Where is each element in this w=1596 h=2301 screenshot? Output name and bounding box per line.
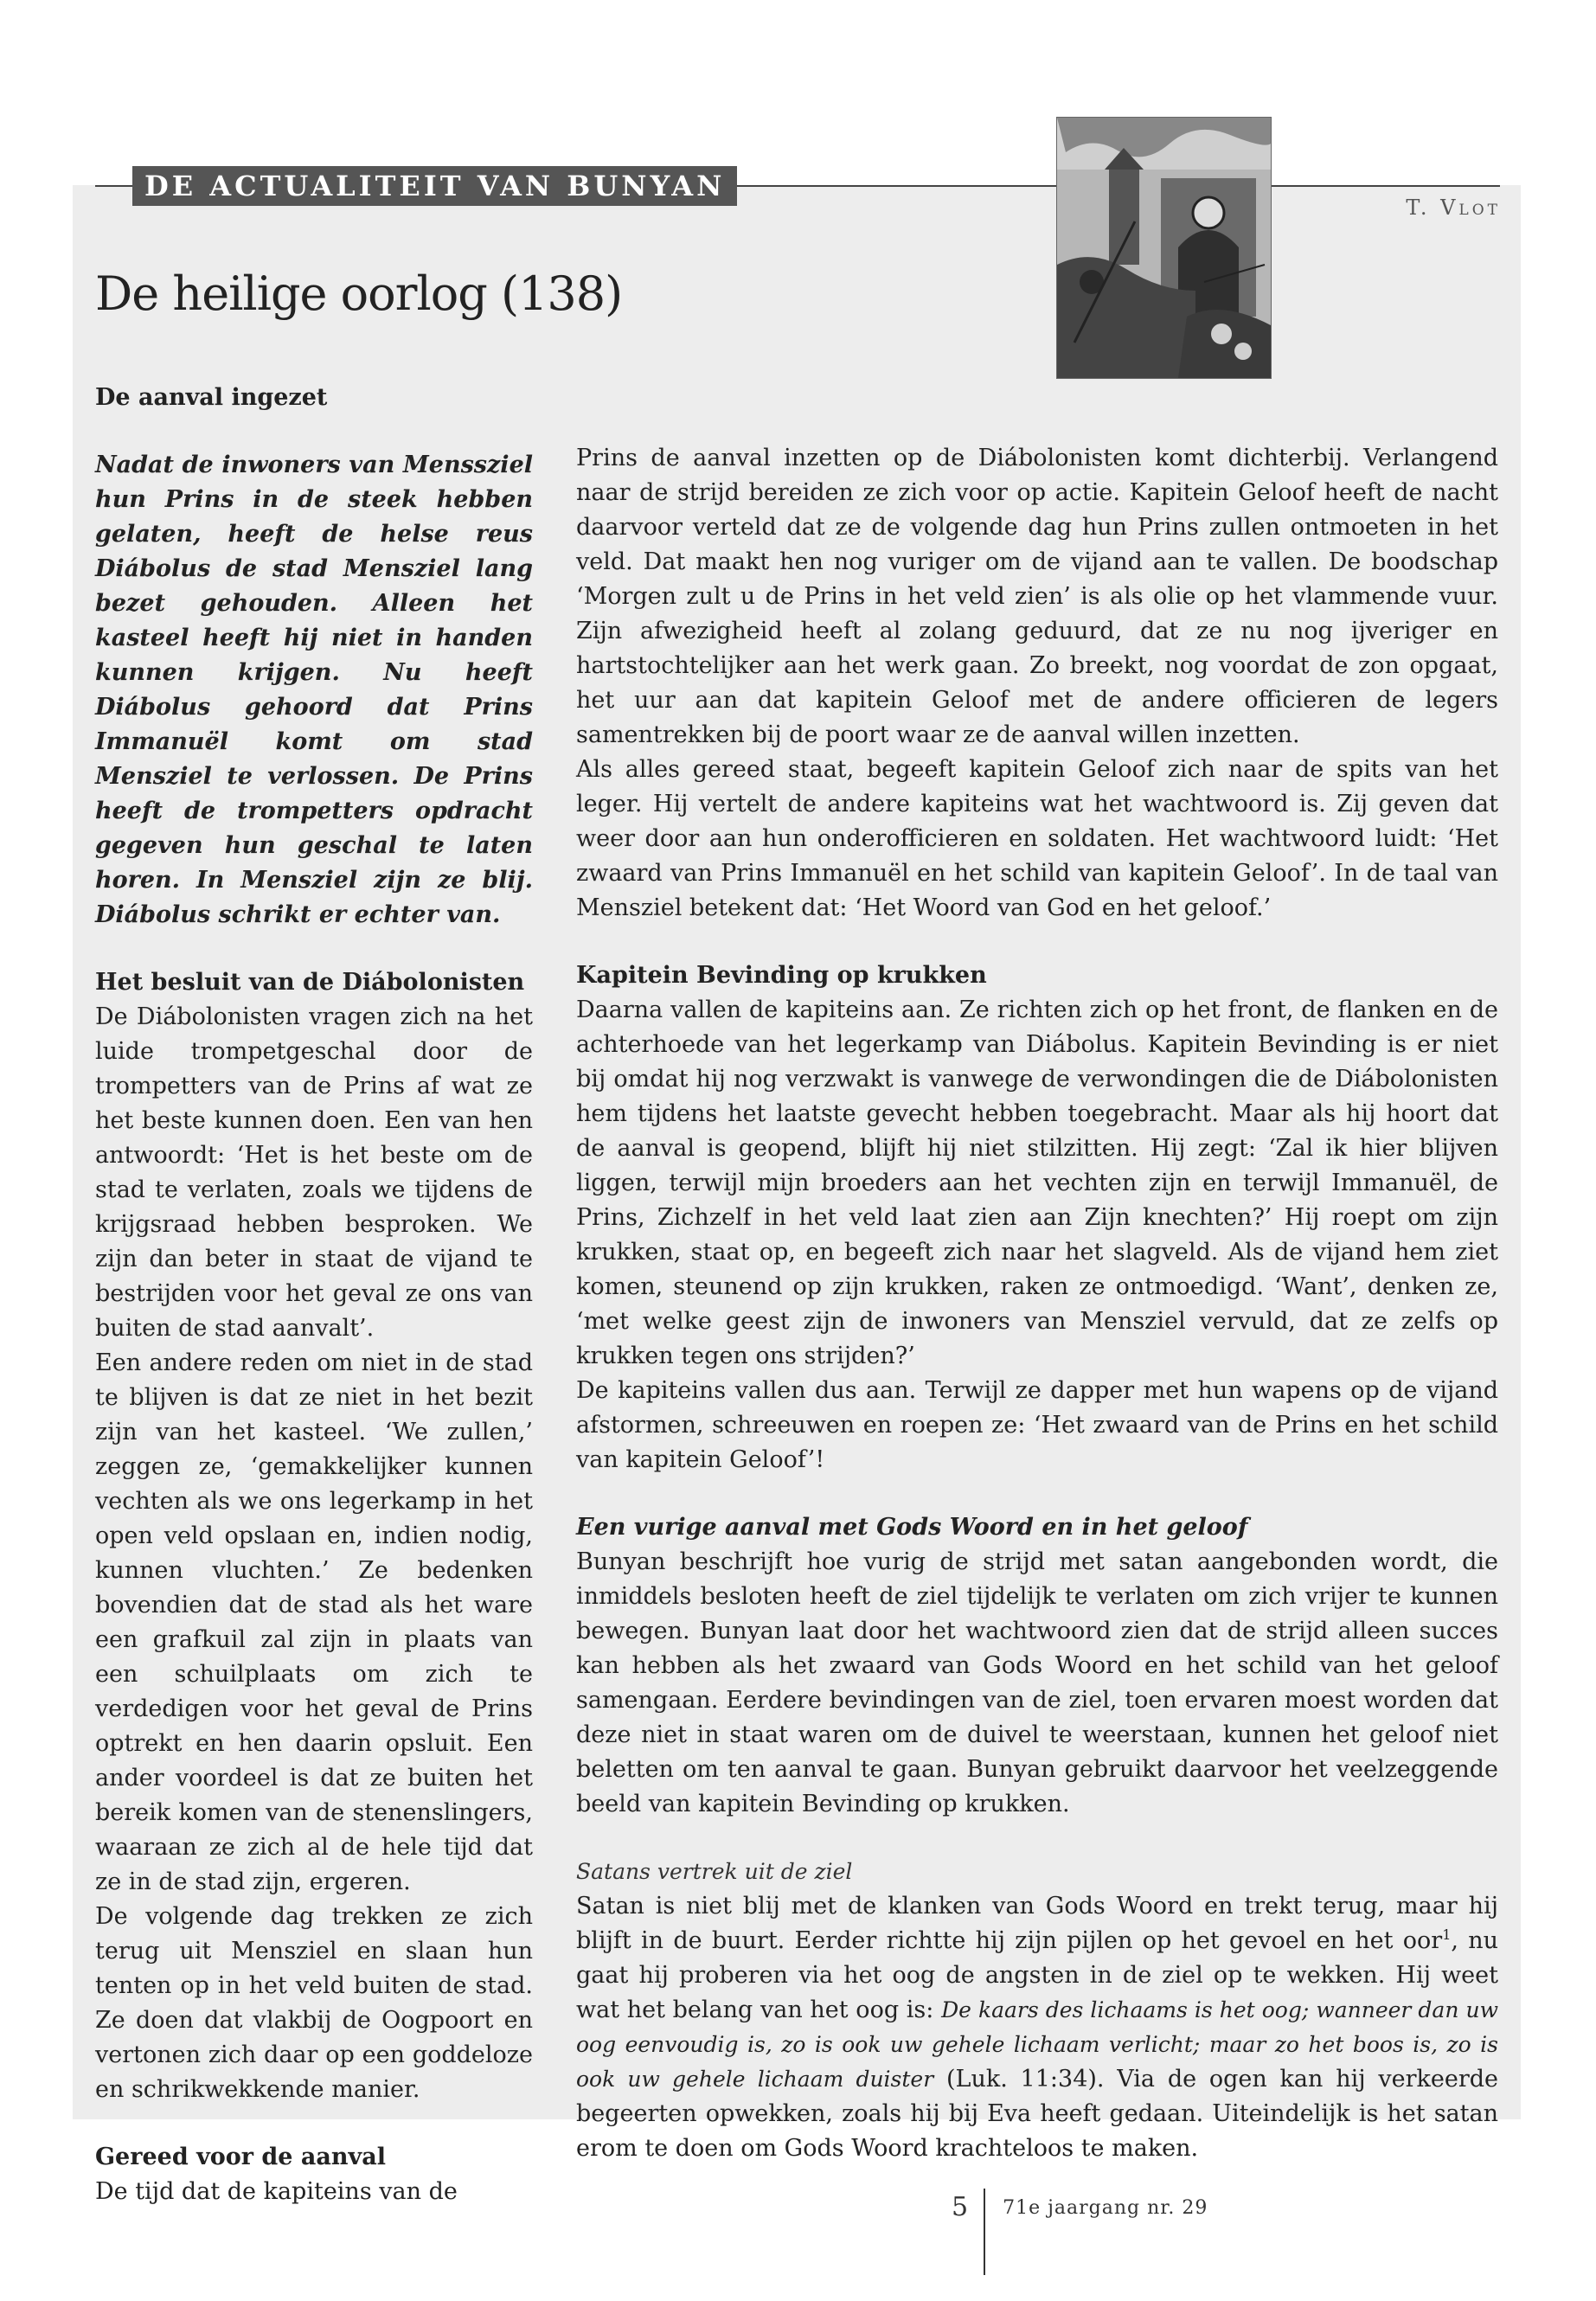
heading-aanval-ingezet: De aanval ingezet (95, 384, 328, 411)
paragraph: De volgende dag trekken ze zich terug uit Mensziel en slaan hun tenten op in het veld buiten de stad. Ze doen dat vlakbij de Oogpoort en vertonen zich daar op een goddeloze en schrikwekkende manier. (95, 1903, 533, 2103)
paragraph: De Diábolonisten vragen zich na het luide trompetgeschal door de trompetters van de Prins af wat ze het beste kunnen doen. Een van hen antwoordt: ‘Het is het beste om de stad te verlaten, zoals we tijdens de krijgsraad hebben besproken. We zijn dan beter in staat de vijand te bestrijden voor het geval ze ons van buiten de stad aanvalt’. (95, 1003, 533, 1342)
paragraph: Als alles gereed staat, begeeft kapitein Geloof zich naar de spits van het leger. Hij vertelt de andere kapiteins wat het wachtwoord is. Zij geven dat weer door aan hun onderofficieren en soldaten. Het wachtwoord luidt: ‘Het zwaard van Prins Immanuël en het schild van kapitein Geloof’. In de taal van Mensziel betekent dat: ‘Het Woord van God en het geloof.’ (576, 756, 1498, 921)
heading-bevinding: Kapitein Bevinding op krukken (576, 962, 987, 989)
heading-besluit: Het besluit van de Diábolonisten (95, 969, 525, 996)
paragraph: Een andere reden om niet in de stad te blijven is dat ze niet in het bezit zijn van het kasteel. ‘We zullen,’ zeggen ze, ‘gemakkelijker kunnen vechten als we ons legerkamp in het open veld opslaan en, indien nodig, kunnen vluchten.’ Ze bedenken bovendien dat de stad als het ware een grafkuil zal zijn in plaats van een schuilplaats om zich te verdedigen voor het geval de Prins optrekt en hen daarin opsluit. Een ander voordeel is dat ze buiten het bereik komen van de stenenslingers, waaraan ze zich al de hele tijd dat ze in de stad zijn, ergeren. (95, 1349, 533, 1895)
author: T. Vlot (1406, 195, 1501, 220)
paragraph (576, 1889, 1498, 2166)
intro-paragraph: Nadat de inwoners van Menssziel hun Prins in de steek hebben gelaten, heeft de helse reus Diábolus de stad Mensziel lang bezet gehouden. Alleen het kasteel heeft hij niet in handen kunnen krijgen. Nu heeft Diábolus gehoord dat Prins Immanuël komt om stad Mensziel te verlossen. De Prins heeft de trompetters opdracht gegeven hun geschal te laten horen. In Mensziel zijn ze blij. Diábolus schrikt er echter van. (95, 452, 533, 928)
text-span: (Luk. 11:34). Via de ogen kan hij verkeerde begeerten opwekken, zoals hij bij Eva heeft gedaan. Uiteindelijk is het satan erom te doen om Gods Woord krachteloos te maken. (576, 2066, 1498, 2162)
paragraph: Prins de aanval inzetten op de Diábolonisten komt dichterbij. Verlangend naar de strijd bereiden ze zich voor op actie. Kapitein Geloof heeft de nacht daarvoor verteld dat ze de volgende dag hun Prins zullen ontmoeten in het veld. Dat maakt hen nog vuriger om de vijand aan te vallen. De boodschap ‘Morgen zult u de Prins in het veld zien’ is als olie op het vlammende vuur. Zijn afwezigheid heeft al zolang geduurd, dat ze nu nog ijveriger en hartstochtelijker aan het werk gaan. Zo breekt, nog voordat de zon opgaat, het uur aan dat kapitein Geloof met de andere officieren de legers samentrekken bij de poort waar ze de aanval willen inzetten. (576, 445, 1498, 748)
paragraph: De tijd dat de kapiteins van de (95, 2178, 458, 2205)
section-label: DE ACTUALITEIT VAN BUNYAN (132, 166, 737, 206)
footnote-marker: 1 (1442, 1926, 1452, 1943)
paragraph: Bunyan beschrijft hoe vurig de strijd met satan aangebonden wordt, die inmiddels besloten heeft de ziel tijdelijk te verlaten om zich vrijer te kunnen bewegen. Bunyan laat door het wachtwoord zien dat de strijd alleen succes kan hebben als het zwaard van Gods Woord en het schild van het geloof samengaan. Eerdere bevindingen van de ziel, toen ervaren moest worden dat deze niet in staat waren om de duivel te weerstaan, kunnen het geloof niet beletten om ten aanval te gaan. Bunyan gebruikt daarvoor het veelzeggende beeld van kapitein Bevinding op krukken. (576, 1548, 1498, 1817)
left-column (95, 381, 533, 2209)
heading-gereed: Gereed voor de aanval (95, 2144, 386, 2170)
text-span: , nu gaat hij proberen via het oog de angsten in de ziel op te wekken. Hij weet wat het belang van het oog is: (576, 1927, 1499, 2023)
bible-quote: De kaars des lichaams is het oog; wanneer dan uw oog eenvoudig is, zo is ook uw gehele lichaam verlicht; maar zo het boos is, zo is ook uw gehele lichaam duister (576, 1997, 1498, 2092)
paragraph: De kapiteins vallen dus aan. Terwijl ze dapper met hun wapens op de vijand afstormen, schreeuwen en roepen ze: ‘Het zwaard van de Prins en het schild van kapitein Geloof’! (576, 1377, 1498, 1473)
heading-vurige-aanval: Een vurige aanval met Gods Woord en in het geloof (576, 1514, 1248, 1541)
text-span: Satan is niet blij met de klanken van Gods Woord en trekt terug, maar hij blijft in de buurt. Eerder richtte hij zijn pijlen op het gevoel en het oor (576, 1893, 1498, 1954)
page-title: De heilige oorlog (138) (95, 266, 623, 321)
page-number: 5 (952, 2192, 969, 2222)
illustration-icon (1056, 117, 1272, 379)
paragraph: Daarna vallen de kapiteins aan. Ze richten zich op het front, de flanken en de achterhoede van het legerkamp van Diábolus. Kapitein Bevinding is er niet bij omdat hij nog verzwakt is vanwege de verwondingen die de Diábolonisten hem tijdens het laatste gevecht hebben toegebracht. Maar als hij hoort dat de aanval is geopend, blijft hij niet stilzitten. Hij zegt: ‘Zal ik hier blijven liggen, terwijl mijn broeders aan het vechten zijn en terwijl Immanuël, de Prins, Zichzelf in het veld laat zien aan Zijn knechten?’ Hij roept om zijn krukken, staat op, en begeeft zich naar het slagveld. Als de vijand hem ziet komen, steunend op zijn krukken, raken ze ontmoedigd. ‘Want’, denken ze, ‘met welke geest zijn de inwoners van Mensziel vervuld, dat ze zelfs op krukken tegen ons strijden?’ (576, 997, 1498, 1369)
subheading-satans-vertrek: Satans vertrek uit de ziel (576, 1859, 853, 1884)
footer-rule (984, 2189, 985, 2275)
page-footer (952, 2189, 1208, 2275)
right-column (576, 441, 1498, 2166)
issue-info: 71e jaargang nr. 29 (1003, 2197, 1208, 2219)
